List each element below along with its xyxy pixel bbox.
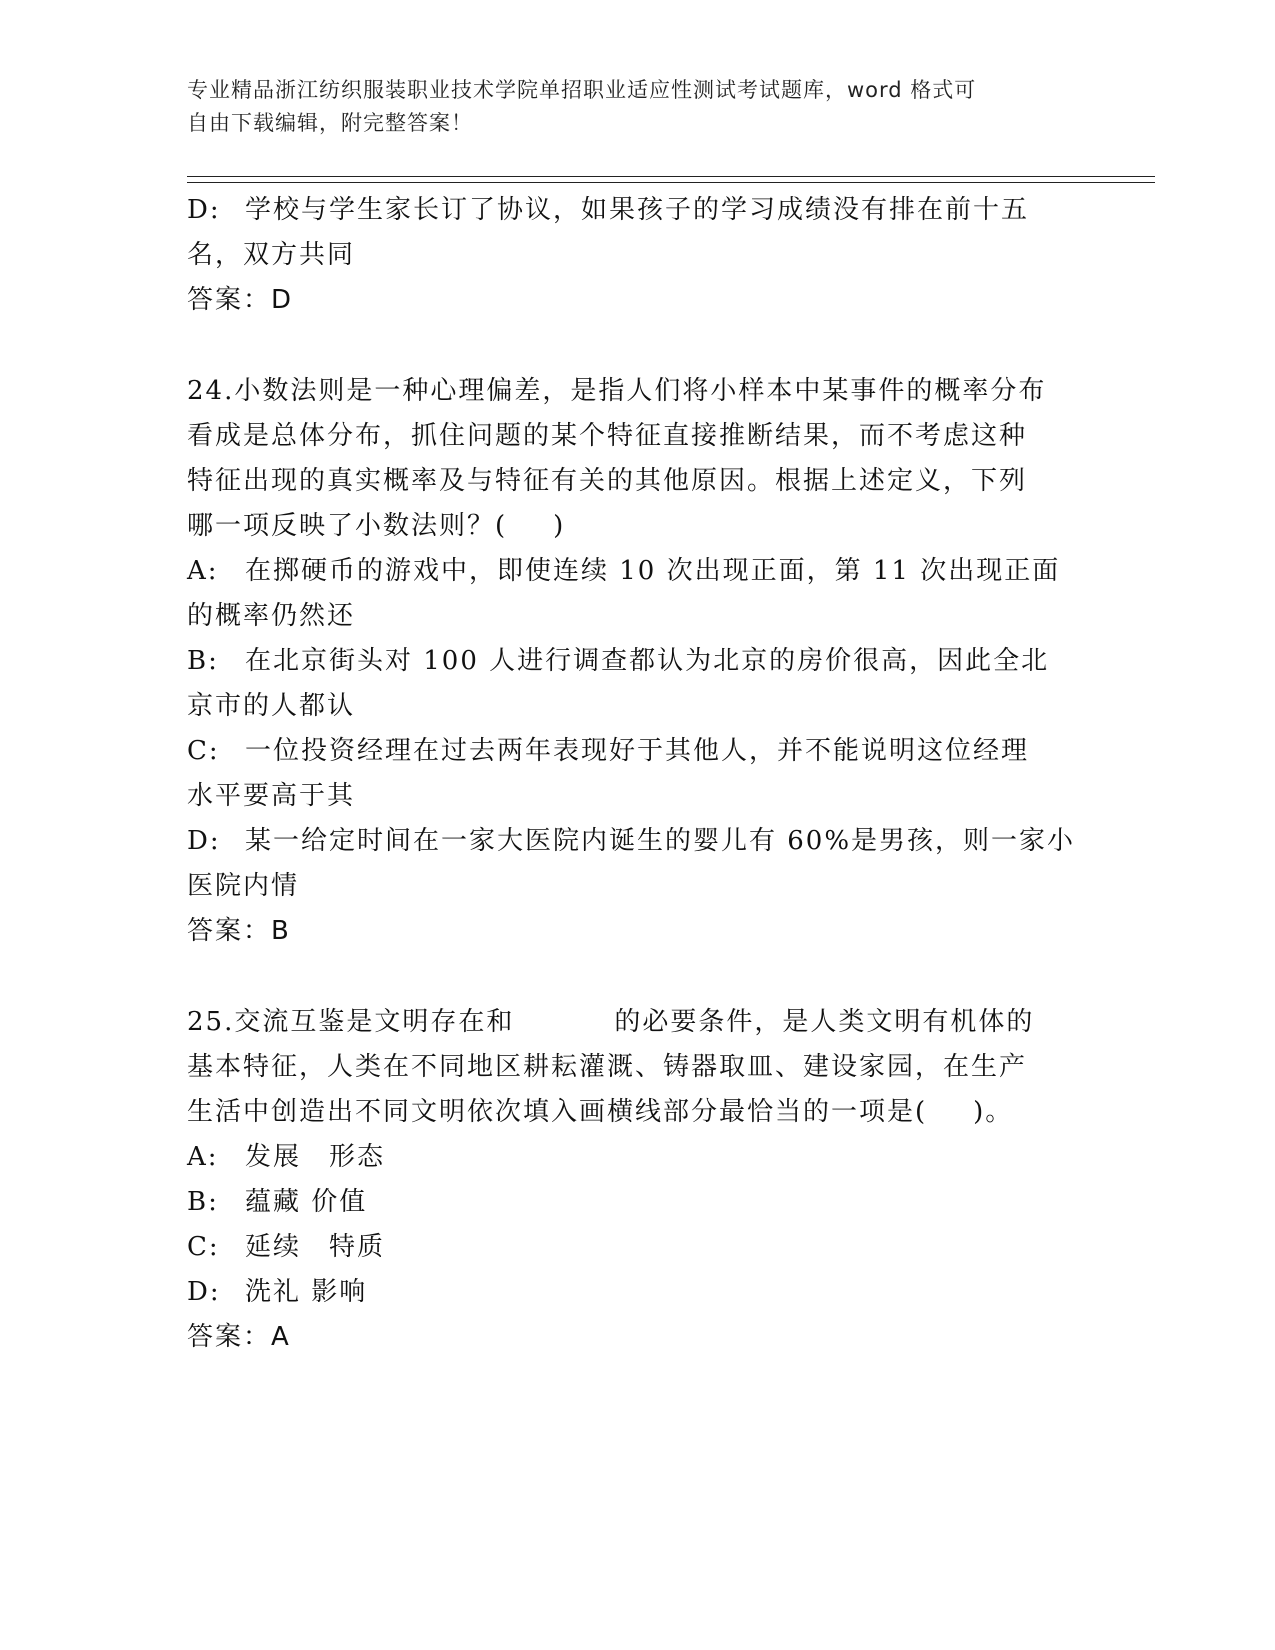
question-24-option-d [187,819,1077,909]
option-letter: C: [187,736,220,766]
question-24-answer: 答案：B [187,916,291,946]
question-24-option-b [187,639,1077,729]
option-text: 延续 特质 [245,1232,386,1262]
option-letter: D: [187,1277,221,1307]
option-text: 在北京街头对 100 人进行调查都认为北京的房价很高，因此全北 [245,646,1050,676]
option-text: 发展 形态 [245,1142,386,1172]
question-24-option-c [187,729,1077,819]
option-text-continued: 的概率仍然还 [187,601,356,631]
option-text-continued: 水平要高于其 [187,781,356,811]
stem-line: 基本特征，人类在不同地区耕耘灌溉、铸器取皿、建设家园，在生产 [187,1052,1028,1082]
stem-line: 特征出现的真实概率及与特征有关的其他原因。根据上述定义，下列 [187,466,1028,496]
page-header [187,74,1067,140]
header-rule-top [187,176,1155,177]
document-body [187,188,1077,1360]
option-letter: A: [187,556,219,586]
option-letter: B: [187,646,219,676]
stem-line: 24.小数法则是一种心理偏差，是指人们将小样本中某事件的概率分布 [187,376,1047,406]
option-text-continued: 京市的人都认 [187,691,356,721]
question-25-answer: 答案：A [187,1322,291,1352]
question-25-option-b [187,1180,1077,1225]
option-text: 在掷硬币的游戏中，即使连续 10 次出现正面，第 11 次出现正面 [245,556,1061,586]
question-25-option-d [187,1270,1077,1315]
stem-paren-close: )。 [973,1097,1014,1127]
option-text: 蕴藏 价值 [245,1187,368,1217]
stem-line: 25.交流互鉴是文明存在和 [187,1007,515,1037]
question-24-stem [187,369,1077,549]
option-letter: D: [187,195,221,225]
spacer [187,954,1077,1000]
option-text-continued: 医院内情 [187,871,300,901]
option-text-continued: 名，双方共同 [187,240,356,270]
option-letter: B: [187,1187,219,1217]
option-text: 学校与学生家长订了协议，如果孩子的学习成绩没有排在前十五 [245,195,1030,225]
question-23-option-d [187,188,1077,278]
question-25-stem [187,1000,1077,1135]
header-rule-bottom [187,182,1155,183]
option-letter: D: [187,826,221,856]
option-text: 一位投资经理在过去两年表现好于其他人，并不能说明这位经理 [245,736,1030,766]
option-letter: A: [187,1142,219,1172]
header-line-1: 专业精品浙江纺织服装职业技术学院单招职业适应性测试考试题库，word 格式可 [187,78,977,102]
option-text: 洗礼 影响 [245,1277,368,1307]
question-23-answer: 答案：D [187,285,294,315]
spacer [187,323,1077,369]
stem-line: 生活中创造出不同文明依次填入画横线部分最恰当的一项是( [187,1097,928,1127]
header-line-2: 自由下载编辑，附完整答案！ [187,111,473,135]
stem-line: 看成是总体分布，抓住问题的某个特征直接推断结果，而不考虑这种 [187,421,1028,451]
question-25-option-c [187,1225,1077,1270]
stem-paren-close: ) [553,511,566,541]
question-25-option-a [187,1135,1077,1180]
question-24-option-a [187,549,1077,639]
option-text: 某一给定时间在一家大医院内诞生的婴儿有 60%是男孩，则一家小 [245,826,1076,856]
option-letter: C: [187,1232,220,1262]
stem-line: 的必要条件，是人类文明有机体的 [614,1007,1035,1037]
stem-line: 哪一项反映了小数法则？( [187,511,508,541]
